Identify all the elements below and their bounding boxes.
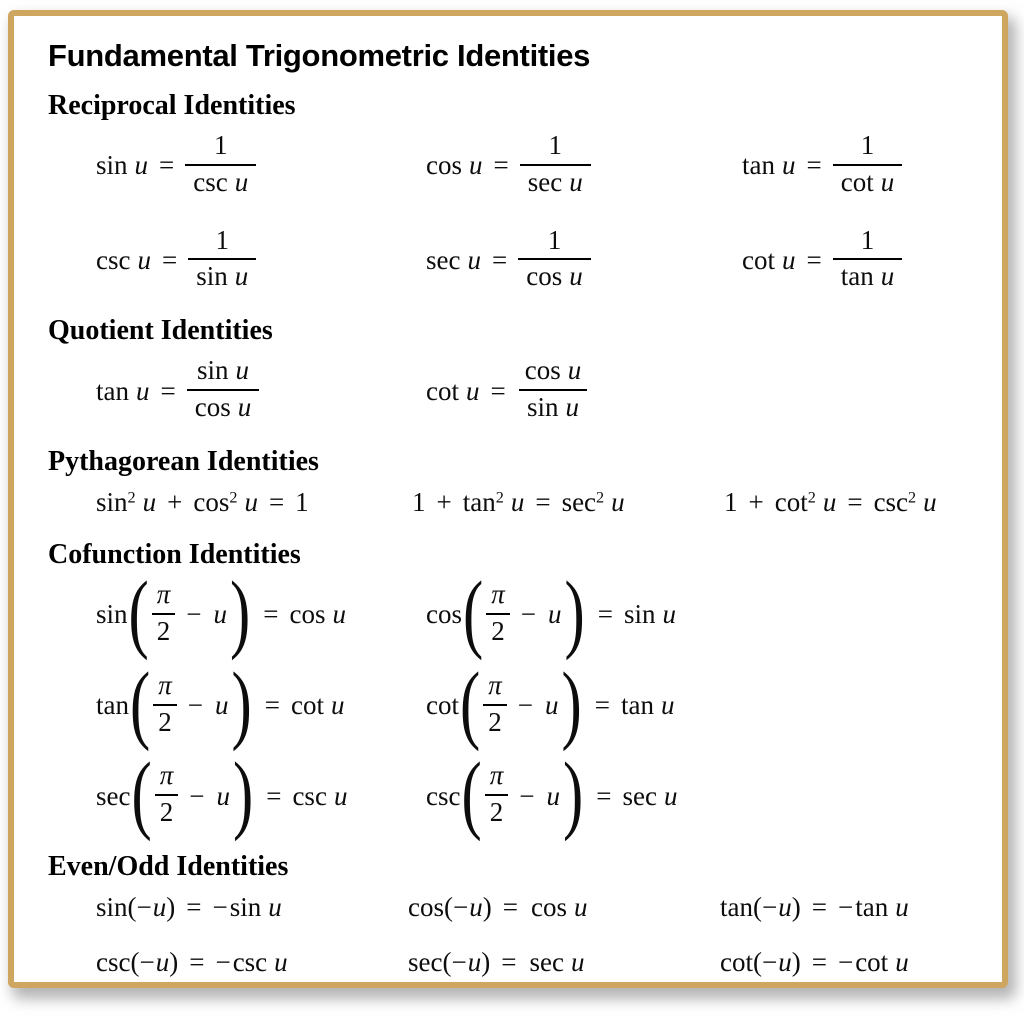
variable: u <box>662 599 676 630</box>
equals-sign: = <box>811 892 827 923</box>
numerator-pi: π <box>488 669 502 700</box>
fraction <box>518 225 591 296</box>
open-paren: ( <box>130 946 140 977</box>
equation-evenodd-sin <box>96 891 408 923</box>
equation-csc-reciprocal <box>96 225 426 296</box>
variable: u <box>611 487 625 518</box>
function-name: tan <box>855 892 889 923</box>
equation-cofunction-cos <box>426 564 968 662</box>
equals-sign: = <box>811 946 827 977</box>
equation-tan-reciprocal <box>742 130 968 201</box>
exponent: 2 <box>908 488 917 507</box>
function-name: tan <box>742 149 775 180</box>
section-heading-quotient: Quotient Identities <box>48 315 273 347</box>
numerator: 1 <box>548 129 562 160</box>
function-name: csc <box>232 946 268 977</box>
variable: u <box>244 487 258 518</box>
variable: u <box>469 892 483 923</box>
function-name: cos <box>194 392 231 423</box>
denominator-two: 2 <box>486 613 510 650</box>
section-evenodd <box>48 851 968 978</box>
denominator <box>520 164 591 201</box>
constant: 1 <box>295 487 309 518</box>
equals-sign: = <box>594 689 610 720</box>
exponent: 2 <box>127 488 136 507</box>
function-name: tan <box>720 892 753 923</box>
constant: 1 <box>724 487 738 518</box>
variable: u <box>234 166 249 197</box>
numerator <box>517 355 590 389</box>
function-name: sin <box>196 261 228 292</box>
variable: u <box>565 392 579 423</box>
function-name: sin <box>229 892 262 923</box>
function-name: sec <box>529 946 564 977</box>
function-name: csc <box>96 244 131 275</box>
variable: u <box>895 946 909 977</box>
open-paren: ( <box>753 892 762 923</box>
plus-sign: + <box>748 487 764 518</box>
close-paren: ) <box>481 946 491 977</box>
function-name: sec <box>527 166 563 197</box>
function-name: csc <box>96 946 131 977</box>
variable: u <box>822 487 837 518</box>
variable: u <box>469 149 483 180</box>
denominator <box>187 389 260 426</box>
equals-sign: = <box>263 599 279 630</box>
pi-over-two-fraction <box>155 760 179 831</box>
function-name: tan <box>462 487 496 518</box>
close-paren: ) <box>169 946 179 977</box>
variable: u <box>663 780 678 811</box>
equation-cot2-csc2 <box>724 486 968 518</box>
identities-panel <box>8 10 1008 988</box>
function-name: csc <box>426 780 461 811</box>
function-name: cos <box>426 149 462 180</box>
denominator-two: 2 <box>152 613 176 650</box>
variable: u <box>234 261 249 292</box>
variable: u <box>545 689 559 720</box>
pi-over-two-fraction <box>485 760 509 831</box>
function-name: sec <box>561 487 597 518</box>
pi-over-two-fraction <box>152 579 176 650</box>
exponent: 2 <box>495 488 504 507</box>
variable: u <box>332 599 346 630</box>
function-name: cos <box>530 892 567 923</box>
variable: u <box>569 166 583 197</box>
exponent: 2 <box>229 488 238 507</box>
close-paren: ) <box>562 745 584 844</box>
equation-evenodd-cot <box>720 946 968 978</box>
function-name: cot <box>742 244 775 275</box>
pythagorean-equations <box>96 486 968 518</box>
minus-sign: − <box>762 946 778 977</box>
variable: u <box>923 487 937 518</box>
equals-sign: = <box>501 946 517 977</box>
function-name: cos <box>408 892 444 923</box>
fraction <box>833 130 903 201</box>
close-paren: ) <box>791 946 801 977</box>
equals-sign: = <box>159 149 175 180</box>
variable: u <box>782 244 796 275</box>
constant: 1 <box>412 487 426 518</box>
equals-sign: = <box>806 244 822 275</box>
denominator <box>185 164 256 201</box>
plus-sign: + <box>436 487 452 518</box>
equation-sec-reciprocal <box>426 225 742 296</box>
denominator-two: 2 <box>155 794 179 831</box>
denominator-two: 2 <box>485 794 509 831</box>
close-paren: ) <box>564 564 585 662</box>
equals-sign: = <box>189 946 205 977</box>
cofunction-equations <box>96 564 968 844</box>
function-name: sin <box>196 355 229 386</box>
minus-sign: − <box>186 599 202 630</box>
fraction <box>188 225 256 296</box>
equation-cofunction-sin <box>96 564 426 662</box>
equals-sign: = <box>490 375 506 406</box>
minus-sign: − <box>519 780 535 811</box>
denominator-two: 2 <box>483 704 507 741</box>
equation-cofunction-csc <box>426 745 968 844</box>
fraction <box>187 355 260 426</box>
equals-sign: = <box>491 244 508 275</box>
section-heading-reciprocal: Reciprocal Identities <box>48 89 296 121</box>
variable: u <box>569 261 583 292</box>
variable: u <box>466 375 480 406</box>
variable: u <box>215 689 229 720</box>
function-name: tan <box>840 261 874 292</box>
open-paren: ( <box>753 946 762 977</box>
equation-evenodd-tan <box>720 891 968 923</box>
function-name: sin <box>96 487 128 518</box>
open-paren: ( <box>444 892 453 923</box>
function-name: sin <box>96 892 128 923</box>
variable: u <box>778 892 792 923</box>
function-name: cot <box>426 689 459 720</box>
close-paren: ) <box>482 892 492 923</box>
function-name: cot <box>855 946 889 977</box>
equation-evenodd-csc <box>96 946 408 978</box>
minus-sign: − <box>212 892 228 923</box>
variable: u <box>136 375 150 406</box>
minus-sign: − <box>837 946 854 977</box>
close-paren: ) <box>232 745 254 844</box>
function-name: cos <box>526 261 563 292</box>
numerator: 1 <box>860 224 875 255</box>
equals-sign: = <box>161 244 178 275</box>
section-heading-evenodd: Even/Odd Identities <box>48 851 289 883</box>
denominator <box>518 258 591 295</box>
equals-sign: = <box>596 780 612 811</box>
variable: u <box>330 689 345 720</box>
equals-sign: = <box>502 892 518 923</box>
numerator <box>189 355 257 389</box>
minus-sign: − <box>517 689 533 720</box>
numerator: 1 <box>213 129 228 160</box>
denominator <box>519 389 587 426</box>
equation-cofunction-cot <box>426 655 968 753</box>
variable: u <box>880 166 895 197</box>
minus-sign: − <box>520 599 536 630</box>
equation-evenodd-cos <box>408 891 720 923</box>
variable: u <box>782 149 796 180</box>
minus-sign: − <box>453 892 469 923</box>
evenodd-equations <box>96 891 968 978</box>
minus-sign: − <box>451 946 467 977</box>
variable: u <box>213 599 228 630</box>
function-name: sin <box>96 149 128 180</box>
function-name: cot <box>840 166 874 197</box>
function-name: sin <box>623 599 656 630</box>
open-paren: ( <box>442 946 452 977</box>
equation-tan-quotient <box>96 355 426 426</box>
page-title: Fundamental Trigonometric Identities <box>48 38 591 73</box>
section-cofunction <box>48 538 968 844</box>
equals-sign: = <box>493 149 509 180</box>
equals-sign: = <box>535 487 551 518</box>
pi-over-two-fraction <box>153 670 177 741</box>
equation-tan2-sec2 <box>412 486 724 518</box>
open-paren: ( <box>130 655 151 753</box>
numerator: 1 <box>547 224 562 255</box>
equals-sign: = <box>186 892 202 923</box>
function-name: cos <box>426 599 462 630</box>
minus-sign: − <box>189 780 205 811</box>
variable: u <box>268 892 282 923</box>
fraction <box>517 355 590 426</box>
variable: u <box>235 355 249 386</box>
open-paren: ( <box>131 745 152 844</box>
exponent: 2 <box>596 488 605 507</box>
variable: u <box>778 946 792 977</box>
pi-over-two-fraction <box>483 670 507 741</box>
function-name: tan <box>96 375 129 406</box>
close-paren: ) <box>231 655 252 753</box>
function-name: tan <box>96 689 129 720</box>
denominator <box>833 164 903 201</box>
pi-over-two-fraction <box>486 579 510 650</box>
section-heading-pythagorean: Pythagorean Identities <box>48 446 319 478</box>
open-paren: ( <box>461 745 482 844</box>
reciprocal-equations <box>96 130 968 295</box>
variable: u <box>467 244 481 275</box>
function-name: sec <box>622 780 657 811</box>
variable: u <box>274 946 288 977</box>
minus-sign: − <box>837 892 854 923</box>
equation-cos-reciprocal <box>426 130 742 201</box>
variable: u <box>660 689 675 720</box>
equals-sign: = <box>806 149 822 180</box>
plus-sign: + <box>167 487 183 518</box>
variable: u <box>895 892 909 923</box>
function-name: cot <box>426 375 459 406</box>
section-reciprocal <box>48 90 968 296</box>
equation-cofunction-tan <box>96 655 426 753</box>
equals-sign: = <box>268 487 285 518</box>
variable: u <box>237 392 252 423</box>
fraction <box>185 130 256 201</box>
numerator: 1 <box>860 129 875 160</box>
variable: u <box>570 946 585 977</box>
denominator <box>833 258 903 295</box>
variable: u <box>546 780 560 811</box>
numerator-pi: π <box>489 760 504 791</box>
equation-sin2-cos2 <box>96 486 412 518</box>
equation-sin-reciprocal <box>96 130 426 201</box>
minus-sign: − <box>139 946 155 977</box>
variable: u <box>573 892 588 923</box>
function-name: tan <box>620 689 654 720</box>
variable: u <box>155 946 170 977</box>
variable: u <box>152 892 167 923</box>
variable: u <box>548 599 562 630</box>
close-paren: ) <box>230 564 251 662</box>
function-name: cos <box>289 599 326 630</box>
denominator <box>188 258 256 295</box>
function-name: cot <box>290 689 324 720</box>
variable: u <box>333 780 348 811</box>
exponent: 2 <box>807 488 816 507</box>
equation-cot-quotient <box>426 355 968 426</box>
minus-sign: − <box>187 689 203 720</box>
function-name: cot <box>720 946 753 977</box>
open-paren: ( <box>460 655 481 753</box>
variable: u <box>137 244 151 275</box>
variable: u <box>142 487 157 518</box>
equation-cot-reciprocal <box>742 225 968 296</box>
function-name: sec <box>96 780 131 811</box>
equals-sign: = <box>264 689 280 720</box>
fraction <box>520 130 591 201</box>
variable: u <box>467 946 482 977</box>
equation-evenodd-sec <box>408 946 720 978</box>
minus-sign: − <box>215 946 231 977</box>
close-paren: ) <box>166 892 176 923</box>
function-name: csc <box>292 780 327 811</box>
equals-sign: = <box>266 780 282 811</box>
quotient-equations <box>96 355 968 426</box>
equals-sign: = <box>160 375 176 406</box>
variable: u <box>510 487 525 518</box>
close-paren: ) <box>561 655 582 753</box>
function-name: csc <box>193 166 228 197</box>
denominator-two: 2 <box>153 704 177 741</box>
equals-sign: = <box>597 599 613 630</box>
numerator-pi: π <box>156 578 171 609</box>
function-name: sin <box>526 392 559 423</box>
open-paren: ( <box>127 892 137 923</box>
open-paren: ( <box>128 564 149 662</box>
minus-sign: − <box>136 892 152 923</box>
open-paren: ( <box>463 564 484 662</box>
equals-sign: = <box>847 487 863 518</box>
function-name: sin <box>96 599 128 630</box>
variable: u <box>567 355 582 386</box>
variable: u <box>216 780 230 811</box>
function-name: cos <box>193 487 230 518</box>
fraction <box>833 225 903 296</box>
variable: u <box>880 261 895 292</box>
function-name: sec <box>408 946 443 977</box>
minus-sign: − <box>762 892 778 923</box>
section-pythagorean <box>48 446 968 519</box>
function-name: sec <box>426 244 461 275</box>
numerator: 1 <box>215 224 229 255</box>
function-name: cos <box>524 355 561 386</box>
numerator-pi: π <box>491 578 505 609</box>
close-paren: ) <box>791 892 801 923</box>
numerator-pi: π <box>158 669 172 700</box>
section-heading-cofunction: Cofunction Identities <box>48 538 301 570</box>
section-quotient <box>48 315 968 426</box>
equation-cofunction-sec <box>96 745 426 844</box>
numerator-pi: π <box>159 760 174 791</box>
function-name: cot <box>774 487 808 518</box>
function-name: csc <box>873 487 909 518</box>
variable: u <box>134 149 149 180</box>
